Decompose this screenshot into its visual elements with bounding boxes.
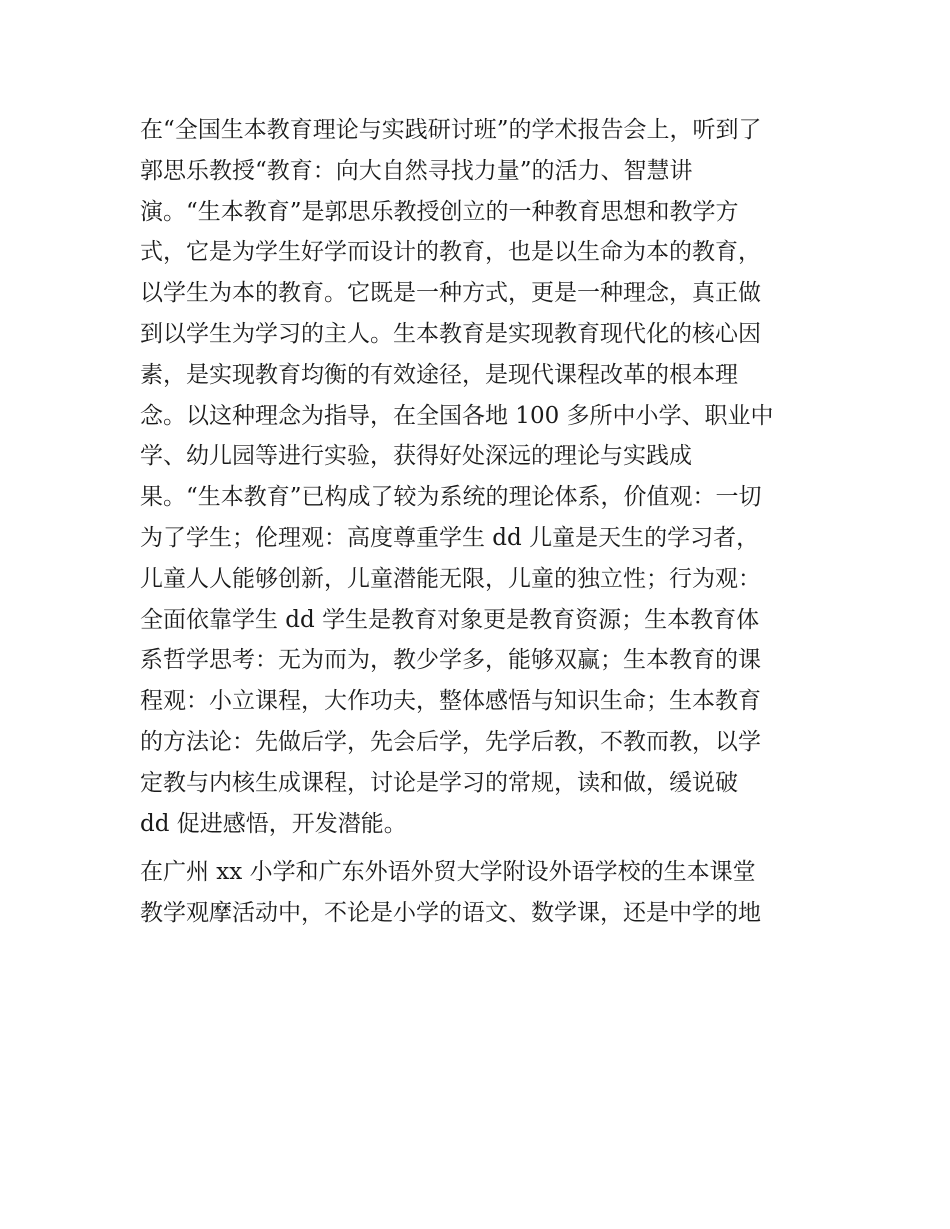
text-line: 定教与内核生成课程，讨论是学习的常规，读和做，缓说破 [140, 769, 738, 796]
text-line: 郭思乐教授“教育：向大自然寻找力量”的活力、智慧讲 [140, 157, 693, 184]
text-line: 念。以这种理念为指导，在全国各地 100 多所中小学、职业中 [140, 402, 774, 429]
text-line: dd 促进感悟，开发潜能。 [140, 810, 407, 837]
text-line: 到以学生为学习的主人。生本教育是实现教育现代化的核心因 [140, 320, 761, 347]
document-body [140, 110, 820, 934]
text-line: 式，它是为学生好学而设计的教育，也是以生命为本的教育， [140, 239, 761, 266]
text-line: 儿童人人能够创新，儿童潜能无限，儿童的独立性；行为观： [140, 565, 761, 592]
text-line: 教学观摩活动中，不论是小学的语文、数学课，还是中学的地 [140, 900, 761, 927]
text-line: 系哲学思考：无为而为，教少学多，能够双赢；生本教育的课 [140, 647, 761, 674]
text-line: 素，是实现教育均衡的有效途径，是现代课程改革的根本理 [140, 361, 738, 388]
text-line: 演。“生本教育”是郭思乐教授创立的一种教育思想和教学方 [140, 198, 739, 225]
text-line: 程观：小立课程，大作功夫，整体感悟与知识生命；生本教育 [140, 688, 761, 715]
text-line: 在“全国生本教育理论与实践研讨班”的学术报告会上，听到了 [140, 117, 762, 143]
paragraph-2 [140, 852, 820, 934]
text-line: 以学生为本的教育。它既是一种方式，更是一种理念，真正做 [140, 280, 761, 307]
paragraph-1 [140, 110, 820, 844]
text-line: 的方法论：先做后学，先会后学，先学后教，不教而教，以学 [140, 728, 761, 755]
text-line: 在广州 xx 小学和广东外语外贸大学附设外语学校的生本课堂 [140, 859, 756, 886]
text-line: 为了学生；伦理观：高度尊重学生 dd 儿童是天生的学习者， [140, 524, 760, 551]
text-line: 学、幼儿园等进行实验，获得好处深远的理论与实践成 [140, 443, 692, 470]
text-line: 果。“生本教育”已构成了较为系统的理论体系，价值观：一切 [140, 484, 762, 511]
text-line: 全面依靠学生 dd 学生是教育对象更是教育资源；生本教育体 [140, 606, 760, 633]
